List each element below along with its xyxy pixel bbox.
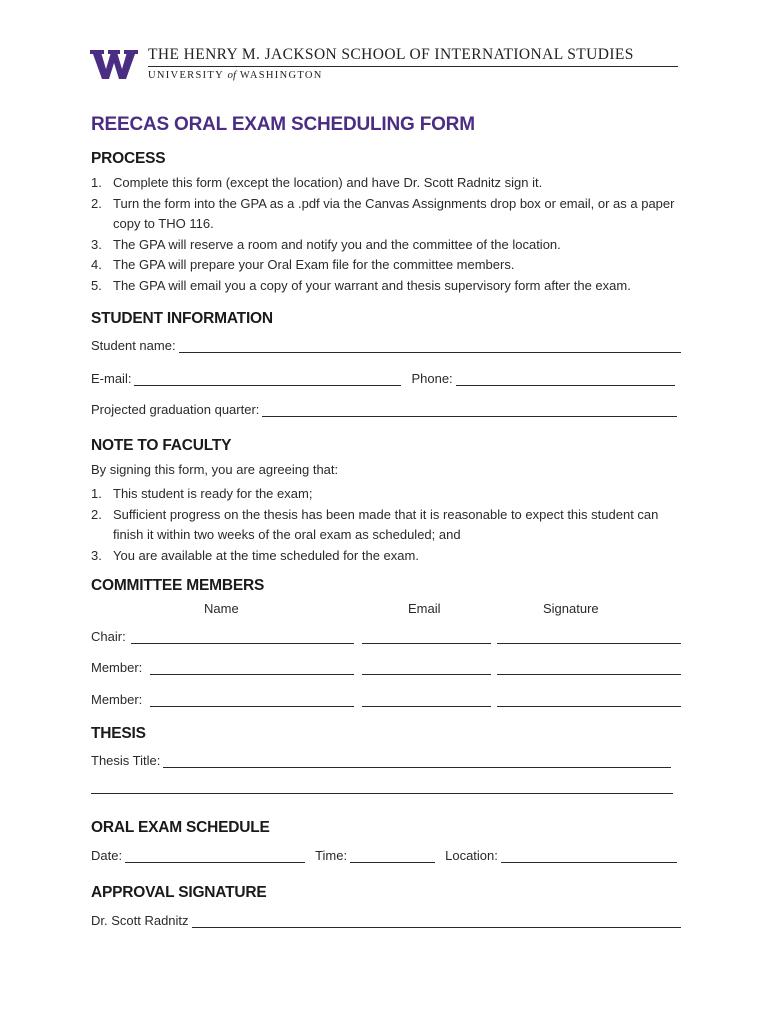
email-label: E-mail: — [91, 371, 132, 386]
process-step: 2. Turn the form into the GPA as a .pdf via the Canvas Assignments drop box or email, or as a paper copy to THO 116. — [91, 195, 675, 231]
student-info-heading: STUDENT INFORMATION — [91, 310, 273, 327]
committee-heading: COMMITTEE MEMBERS — [91, 577, 265, 594]
schedule-heading: ORAL EXAM SCHEDULE — [91, 819, 270, 836]
faculty-note-intro: By signing this form, you are agreeing that: — [91, 462, 339, 477]
uw-w-logo — [90, 48, 138, 80]
member2-email-field[interactable] — [362, 691, 491, 707]
approval-signature-field[interactable] — [192, 912, 681, 928]
date-label: Date: — [91, 848, 123, 863]
member1-label: Member: — [91, 660, 143, 675]
member2-name-field[interactable] — [150, 691, 354, 707]
email-field[interactable] — [134, 370, 401, 386]
member1-row — [91, 655, 681, 675]
grad-quarter-label: Projected graduation quarter: — [91, 402, 260, 417]
member1-signature-field[interactable] — [497, 659, 681, 675]
phone-field[interactable] — [456, 370, 675, 386]
col-signature-header: Signature — [543, 601, 599, 616]
thesis-title-field-2[interactable] — [91, 778, 673, 794]
email-phone-row — [91, 366, 675, 386]
process-step: 5. The GPA will email you a copy of your warrant and thesis supervisory form after the exam. — [91, 277, 631, 293]
approval-heading: APPROVAL SIGNATURE — [91, 884, 267, 901]
time-label: Time: — [315, 848, 348, 863]
chair-signature-field[interactable] — [497, 628, 681, 644]
form-title: REECAS ORAL EXAM SCHEDULING FORM — [91, 114, 475, 135]
phone-label: Phone: — [411, 371, 453, 386]
grad-quarter-row — [91, 397, 677, 417]
school-name: THE HENRY M. JACKSON SCHOOL OF INTERNATIONAL STUDIES — [148, 46, 678, 67]
col-email-header: Email — [408, 601, 441, 616]
chair-name-field[interactable] — [131, 628, 354, 644]
thesis-title-label: Thesis Title: — [91, 753, 161, 768]
thesis-heading: THESIS — [91, 725, 146, 742]
member1-name-field[interactable] — [150, 659, 354, 675]
university-prefix: UNIVERSITY — [148, 70, 224, 81]
faculty-note-items — [91, 484, 671, 566]
chair-row — [91, 624, 681, 644]
member1-email-field[interactable] — [362, 659, 491, 675]
student-name-field[interactable] — [179, 337, 681, 353]
thesis-title-field[interactable] — [163, 752, 671, 768]
university-name — [148, 69, 323, 81]
schedule-row — [91, 843, 677, 863]
chair-label: Chair: — [91, 629, 126, 644]
student-name-row — [91, 333, 681, 353]
member2-row — [91, 687, 681, 707]
process-step: 1. Complete this form (except the location) and have Dr. Scott Radnitz sign it. — [91, 175, 543, 190]
location-field[interactable] — [501, 847, 677, 863]
approval-signer-label: Dr. Scott Radnitz — [91, 913, 189, 928]
member2-signature-field[interactable] — [497, 691, 681, 707]
process-step: 4. The GPA will prepare your Oral Exam file for the committee members. — [91, 257, 515, 272]
faculty-note-item: 3. You are available at the time scheduled for the exam. — [91, 547, 419, 563]
member2-label: Member: — [91, 692, 143, 707]
process-heading: PROCESS — [91, 150, 166, 167]
time-field[interactable] — [350, 847, 435, 863]
faculty-note-item: 1. This student is ready for the exam; — [91, 486, 313, 501]
approval-row — [91, 908, 681, 928]
student-name-label: Student name: — [91, 338, 176, 353]
faculty-note-item: 2. Sufficient progress on the thesis has been made that it is reasonable to expect this student can finish it within two weeks of the oral exam as scheduled; and — [91, 506, 659, 542]
process-steps — [91, 173, 691, 296]
date-field[interactable] — [125, 847, 305, 863]
col-name-header: Name — [204, 601, 239, 616]
university-suffix: WASHINGTON — [239, 70, 323, 81]
chair-email-field[interactable] — [362, 628, 491, 644]
location-label: Location: — [445, 848, 498, 863]
faculty-note-heading: NOTE TO FACULTY — [91, 437, 232, 454]
thesis-title-row-2 — [91, 774, 673, 794]
process-step: 3. The GPA will reserve a room and notify you and the committee of the location. — [91, 236, 561, 252]
thesis-title-row — [91, 748, 671, 768]
grad-quarter-field[interactable] — [262, 401, 677, 417]
university-of: of — [227, 69, 237, 81]
